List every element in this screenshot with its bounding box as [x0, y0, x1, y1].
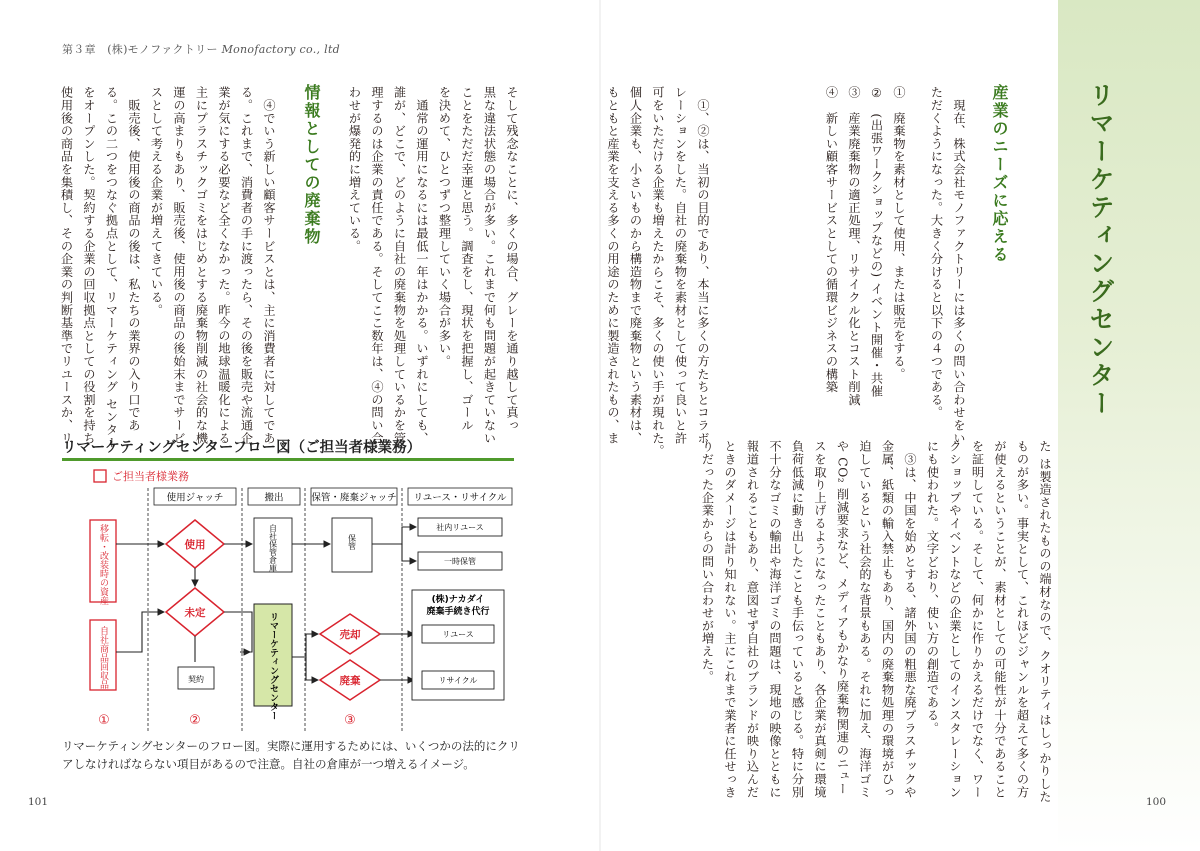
nakadai-label-2: 廃棄手続き代行 — [426, 607, 490, 617]
running-head — [62, 41, 340, 57]
left-body-top — [343, 86, 523, 444]
box-reuse-label: リユース — [442, 630, 474, 639]
right-list-line: ② (出張ワークショップなどの) イベント開催・共催 — [869, 86, 884, 398]
right-bottom-line: が使えるということが、素材としての可能性が十分であること — [993, 440, 1007, 799]
nakadai-label-1: (株)ナカダイ — [431, 595, 485, 605]
right-bottom-line: にも使われた。文字どおり、使い方の創造である。 — [925, 440, 940, 735]
left-top-line: わせが爆発的に増えている。 — [347, 86, 362, 253]
right-bottom-line: クショップやイベントなどの企業としてのインスタレーション — [948, 440, 962, 799]
right-after-line: 可をいただける企業も増えたからこそ、多くの使い手が現れた。 — [651, 86, 665, 458]
right-intro-line: 現在、株式会社モノファクトリーには多くの問い合わせをい — [952, 86, 966, 445]
running-head-en: Monofactory co., ltd — [221, 43, 341, 56]
page-number-left: 101 — [28, 796, 49, 808]
lane-header-carry-out: 搬出 — [264, 492, 284, 504]
left-top-line: そして残念なことに、多くの場合、グレーを通り越して真っ — [505, 86, 519, 432]
right-bottom-line: を証明している。そして、何かに作りかえるだけでなく、ワー — [970, 440, 985, 799]
running-head-chapter: 第３章 (株)モノファクトリー — [62, 43, 218, 56]
figure-title: リマーケティングセンターフロー図（ご担当者様業務） — [62, 440, 422, 456]
right-bottom-line: ③は、中国を始めとする、諸外国の粗悪な廃プラスチックや — [903, 440, 917, 799]
right-body-list — [820, 86, 910, 406]
chapter-band — [1058, 0, 1200, 851]
left-bottom-line: 使用後の商品を集積し、その企業の判断基準でリユースか、リ — [59, 86, 74, 445]
source-relocation-label: 移転・改装時の資産 — [98, 524, 108, 605]
right-bottom-line: りだった企業からの問い合わせが増えた。 — [700, 440, 715, 684]
left-top-line: ことをただだ幸運と思う。調査をし、現状を把握し、ゴール — [460, 86, 474, 432]
right-after-line: 個人企業も、小さいものから構造物まで廃棄物という素材は、 — [628, 86, 643, 445]
flow-diagram — [62, 462, 520, 737]
left-bottom-line: 主にプラスチックゴミをはじめとする廃棄物削減の社会的な機 — [194, 86, 209, 445]
left-top-line: 理するのは企業の責任である。そしてここ数年は、④の問い合 — [370, 86, 384, 445]
left-top-line: 通常の運用になるには最低一年はかかる。いずれにしても、 — [415, 86, 429, 445]
left-bottom-line: スとして考える企業が増えてきている。 — [149, 86, 164, 317]
step-marker-1: ① — [98, 713, 110, 728]
left-bottom-line: る。これまで、消費者の手に渡ったら、その後を販売や流通企 — [239, 86, 254, 445]
box-temp-storage-label: 一時保管 — [444, 557, 476, 566]
legend-swatch — [94, 470, 106, 482]
box-own-warehouse-label: 自社保管倉庫 — [268, 524, 278, 572]
right-bottom-line: 報道されることもあり、意図せず自社のブランドが映り込んだ — [745, 440, 760, 799]
right-bottom-line: ものが多い。事実として、これほどジャンルを超えて多くの方 — [1015, 440, 1030, 799]
decision-use-label: 使用 — [184, 539, 206, 551]
right-bottom-line: た は製造されたものの端材なので、クオリティはしっかりした — [1038, 440, 1052, 803]
left-bottom-line: をオープンした。契約する企業の回収拠点としての役割を持ち、 — [82, 86, 96, 458]
right-body-intro — [925, 86, 970, 444]
right-after-line: もともと産業を支える多くの用途のために製造されたもの、ま — [606, 86, 620, 445]
box-internal-reuse-label: 社内リユース — [436, 523, 484, 532]
box-remarketing-center-label: リマーケティングセンター — [268, 612, 278, 720]
left-bottom-line: 販売後、使用後の商品の後は、私たちの業界の入り口であ — [127, 86, 141, 432]
right-bottom-line: スを取り上げるようになったこともあり、各企業が真剣に環境 — [813, 440, 827, 799]
source-own-returns-label: 自社商品回収品 — [98, 626, 108, 689]
step-marker-2: ② — [189, 713, 201, 728]
section-heading-industry-needs: 産業のニーズに応える — [990, 84, 1009, 264]
box-recycle-label: リサイクル — [438, 676, 478, 685]
section-heading-waste-info: 情報としての廃棄物 — [302, 84, 321, 246]
decision-undecided-label: 未定 — [184, 607, 206, 619]
figure-caption: リマーケティングセンターのフロー図。実際に運用するためには、いくつかの法的にクリアしなければならない項目があるので注意。自社の倉庫が一つ増えるイメージ。 — [62, 739, 520, 771]
right-after-line: ①、②は、当初の目的であり、本当に多くの方たちとコラボ — [696, 86, 710, 445]
lane-header-reuse-recycle: リユース・リサイクル — [413, 492, 507, 504]
decision-sell-label: 売却 — [339, 629, 361, 641]
right-bottom-line: 不十分なゴミの輸出や海洋ゴミの問題は、現地の映像とともに — [768, 440, 782, 799]
right-bottom-line: 金属、紙類の輸入禁止もあり、国内の廃棄物処理の環境がひっ — [880, 440, 895, 799]
left-top-line: を決めて、ひとつずつ整理していく場合が多い。 — [437, 86, 452, 368]
right-list-line: ④ 新しい顧客サービスとしての循環ビジネスの構築 — [824, 86, 839, 394]
legend-label: ご担当者様業務 — [112, 470, 189, 483]
box-storage-label: 保管 — [347, 534, 357, 550]
right-bottom-line: や CO₂ 削減要求など、メディアもかなり廃棄物関連のニュー — [835, 440, 850, 795]
left-bottom-line: ④でいう新しい顧客サービスとは、主に消費者に対してであ — [262, 86, 276, 445]
right-list-line: ③ 産業廃棄物の適正処理、リサイクル化とコスト削減 — [847, 86, 861, 406]
left-top-line: 黒な違法状態の場合が多い。これまで何も問題が起きていない — [482, 86, 497, 445]
page-number-right: 100 — [1145, 796, 1166, 808]
left-bottom-line: 業が気にする必要など全くなかった。昨今の地球温暖化による — [217, 86, 231, 445]
right-bottom-line: 迫しているという社会的な背景もある。それに加え、海洋ゴミ — [858, 440, 872, 799]
right-list-line: ① 廃棄物を素材として使用、または販売をする。 — [892, 86, 906, 381]
lane-headers — [154, 488, 512, 505]
left-top-line: 誰が、どこで、どのように自社の廃棄物を処理しているかを管 — [392, 86, 407, 445]
lane-header-storage-judge: 保管・廃棄ジャッチ — [311, 492, 397, 504]
left-body-bottom — [55, 86, 280, 457]
box-contract-label: 契約 — [188, 675, 204, 684]
right-intro-line: ただくようになった。大きく分けると以下の４つである。 — [929, 86, 944, 419]
decision-dispose-label: 廃棄 — [339, 675, 361, 687]
right-body-after — [602, 86, 715, 457]
left-bottom-line: る。この二つをつなぐ拠点として、リマーケティング センター — [104, 86, 119, 449]
left-bottom-line: 運の高まりもあり、販売後、使用後の商品の後始末までサービ — [172, 86, 186, 445]
right-bottom-line: 負荷低減に動き出したことも手伝っていると感じる。特に分別 — [790, 440, 805, 799]
lane-header-use-judge: 使用ジャッチ — [166, 492, 224, 504]
step-marker-3: ③ — [344, 713, 356, 728]
figure-title-rule — [62, 458, 514, 461]
right-after-line: レーションをした。自社の廃棄物を素材として使って良いと許 — [673, 86, 688, 445]
right-body-bottom — [696, 440, 1056, 803]
chapter-title: リマーケティングセンター — [1086, 82, 1115, 418]
right-bottom-line: ときのダメージは計り知れない。主にこれまで業者に任せっき — [723, 440, 737, 799]
